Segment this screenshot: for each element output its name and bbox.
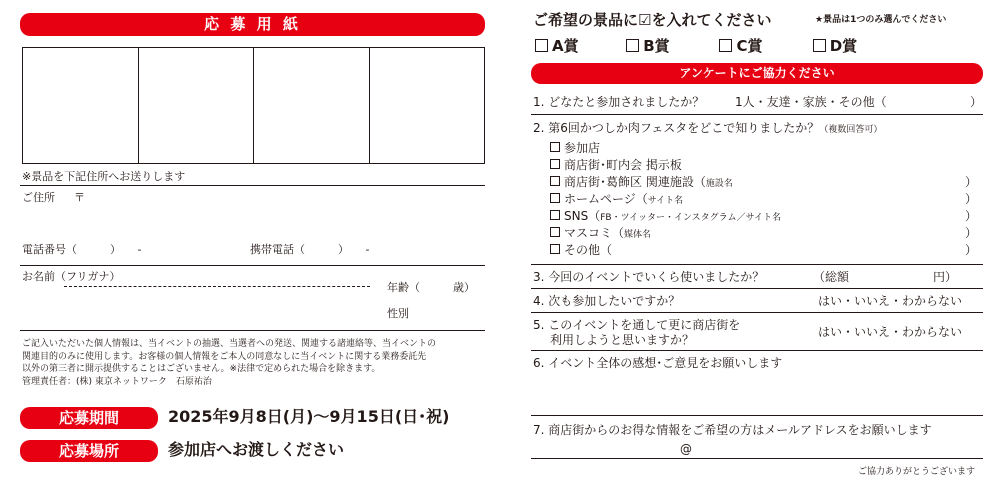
divider: [531, 288, 983, 289]
checkbox-icon[interactable]: [550, 227, 560, 237]
divider: [531, 458, 983, 459]
divider: [20, 185, 485, 186]
q1-answer[interactable]: 1人・友達・家族・その他（: [735, 95, 887, 109]
checkbox-icon[interactable]: [719, 39, 732, 52]
checkbox-icon[interactable]: [550, 210, 560, 220]
q2-options: [550, 141, 983, 260]
option-close: ）: [964, 226, 977, 240]
divider: [531, 264, 983, 265]
option-close: ）: [964, 243, 977, 257]
prize-label: B賞: [643, 37, 670, 55]
divider: [531, 350, 983, 351]
option-label: 商店街･葛飾区 関連施設（: [564, 175, 706, 189]
period-badge: [20, 407, 158, 429]
q2-option[interactable]: [550, 141, 983, 158]
checkbox-icon[interactable]: [550, 142, 560, 152]
q2-text: 2. 第6回かつしか肉フェスタをどこで知りましたか？: [533, 121, 820, 135]
period-value: 2025年9月8日(月)～9月15日(日･祝): [168, 407, 450, 426]
form-title-banner: [20, 13, 485, 36]
address-label: ご住所: [22, 191, 55, 204]
option-sub: 施設名: [705, 179, 733, 189]
prize-label: C賞: [736, 37, 763, 55]
q2-note: （複数回答可）: [819, 125, 883, 135]
option-label: 参加店: [564, 141, 601, 155]
form-title: 応 募 用 紙: [204, 15, 301, 33]
q2-option[interactable]: [550, 175, 983, 192]
checkbox-icon[interactable]: [626, 39, 639, 52]
q4-answer[interactable]: はい・いいえ・わからない: [818, 294, 963, 308]
option-label: マスコミ（: [564, 226, 625, 240]
question-1: 1. どなたと参加されましたか？: [533, 95, 705, 109]
question-5-line1: 5. このイベントを通して更に商店街を: [533, 318, 741, 332]
q3-answer[interactable]: （総額 円）: [813, 270, 958, 284]
thanks-note: ご協力ありがとうございます: [858, 467, 976, 477]
divider: [531, 415, 983, 416]
option-close: ）: [964, 175, 977, 189]
checkbox-icon[interactable]: [550, 176, 560, 186]
privacy-notice: [22, 338, 436, 388]
age-label: 年齢（ 歳）: [387, 281, 475, 294]
checkbox-icon[interactable]: [535, 39, 548, 52]
question-2: [533, 121, 882, 137]
prize-option-d[interactable]: [813, 36, 893, 56]
q5-answer[interactable]: はい・いいえ・わからない: [818, 325, 963, 339]
question-7: 7. 商店街からのお得な情報をご希望の方はメールアドレスをお願いします: [533, 423, 932, 437]
option-close: ）: [964, 209, 977, 223]
prize-note: ★景品は1つのみ選んでください: [815, 15, 947, 25]
postal-mark: 〒: [74, 191, 85, 204]
place-value: 参加店へお渡しください: [168, 440, 345, 459]
divider: [20, 265, 485, 266]
address-field[interactable]: [100, 188, 485, 230]
prize-label: A賞: [552, 37, 579, 55]
checkbox-icon[interactable]: [550, 244, 560, 254]
privacy-line: 管理責任者：(株) 東京ネットワーク 石原祐治: [22, 376, 212, 387]
stamp-grid: [22, 47, 485, 164]
q2-option[interactable]: [550, 226, 983, 243]
prize-label: D賞: [829, 37, 858, 55]
q1-close: ）: [970, 95, 983, 109]
survey-title: アンケートにご協力ください: [679, 66, 835, 80]
phone-label: 電話番号（ ） -: [22, 243, 142, 256]
q2-option[interactable]: [550, 158, 983, 175]
option-label: SNS（: [564, 209, 601, 223]
privacy-line: 関連目的のみに使用します。お客様の個人情報をご本人の同意なしに当イベントに関する業務委託先: [22, 351, 427, 362]
stamp-box-1: [23, 48, 139, 163]
stamp-box-2: [139, 48, 255, 163]
name-label: お名前（フリガナ）: [22, 270, 121, 283]
question-4: 4. 次も参加したいですか？: [533, 294, 681, 308]
privacy-line: ご記入いただいた個人情報は、当イベントの抽選、当選者への発送、関連する諸連絡等、当イベントの: [22, 339, 437, 349]
send-note: ※景品を下記住所へお送りします: [22, 170, 186, 183]
divider: [531, 114, 983, 115]
gender-label: 性別: [387, 307, 409, 320]
q6-answer-field[interactable]: [550, 372, 980, 412]
stamp-box-3: [254, 48, 370, 163]
question-3: 3. 今回のイベントでいくら使いましたか？: [533, 270, 765, 284]
option-sub: サイト名: [647, 196, 684, 206]
survey-title-banner: [531, 63, 983, 84]
option-label: その他（: [564, 243, 613, 257]
question-5-line2: 利用しようと思いますか？: [550, 333, 695, 347]
option-close: ）: [964, 192, 977, 206]
mobile-label: 携帯電話（ ） -: [250, 243, 370, 256]
place-label: 応募場所: [58, 442, 119, 460]
option-label: 商店街･町内会 掲示板: [564, 158, 682, 172]
stamp-box-4: [370, 48, 485, 163]
question-6: 6. イベント全体の感想･ご意見をお願いします: [533, 356, 783, 370]
divider: [20, 330, 485, 331]
q2-option[interactable]: [550, 192, 983, 209]
privacy-line: 以外の第三者に開示提供することはございません。※法律で定められた場合を除きます。: [22, 364, 381, 374]
option-label: ホームページ（: [564, 192, 648, 206]
option-sub: FB・ツイッター・インスタグラム／サイト名: [600, 213, 781, 223]
prize-option-c[interactable]: [719, 36, 807, 56]
checkbox-icon[interactable]: [550, 159, 560, 169]
furigana-line: [64, 286, 370, 287]
checkbox-icon[interactable]: [813, 39, 826, 52]
email-field[interactable]: [550, 440, 980, 458]
option-sub: 媒体名: [624, 230, 652, 240]
q2-option[interactable]: [550, 209, 983, 226]
prize-heading: ご希望の景品に☑を入れてください: [533, 11, 772, 29]
prize-option-a[interactable]: [535, 36, 621, 56]
prize-options: [535, 36, 893, 56]
period-label: 応募期間: [58, 409, 119, 427]
divider: [531, 312, 983, 313]
checkbox-icon[interactable]: [550, 193, 560, 203]
at-mark: @: [680, 442, 692, 456]
q2-option[interactable]: [550, 243, 983, 260]
name-field[interactable]: [22, 290, 372, 325]
prize-option-b[interactable]: [626, 36, 714, 56]
place-badge: [20, 440, 158, 462]
